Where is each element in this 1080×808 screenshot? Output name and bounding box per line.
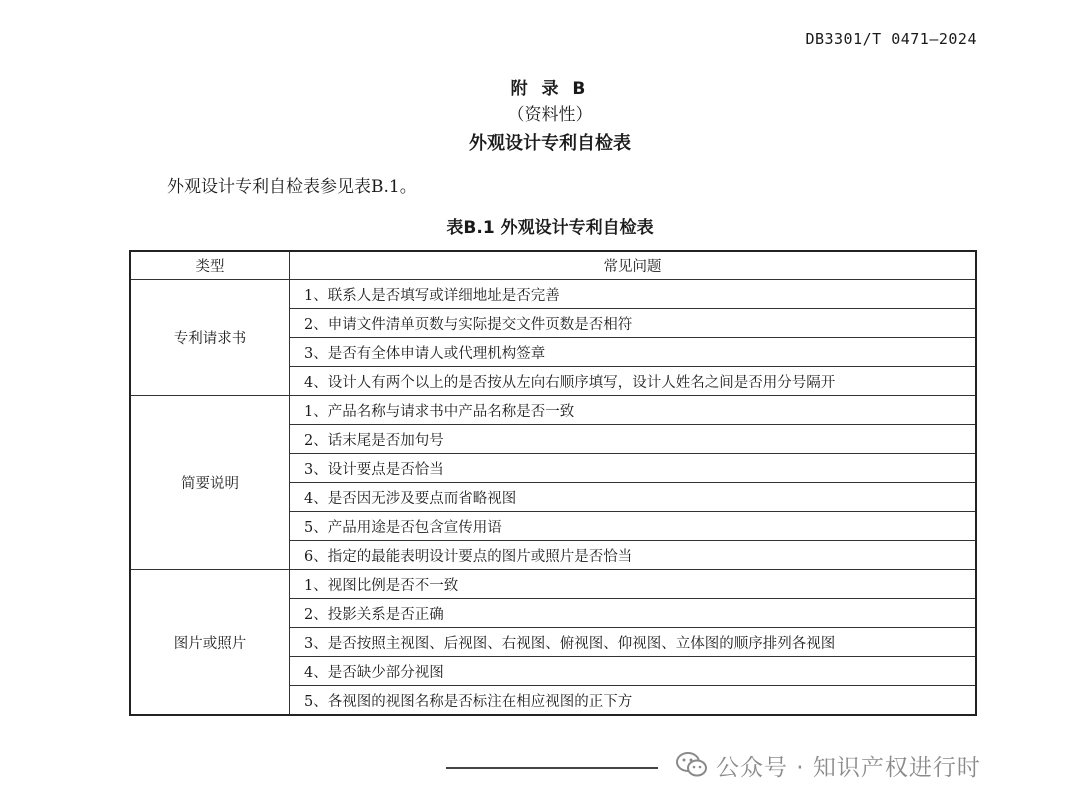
wechat-icon [676,751,708,779]
issue-cell: 2、话末尾是否加句号 [290,425,977,454]
issue-cell: 3、是否有全体申请人或代理机构签章 [290,338,977,367]
issue-cell: 2、投影关系是否正确 [290,599,977,628]
document-number: DB3301/T 0471—2024 [805,30,977,48]
issue-cell: 5、产品用途是否包含宣传用语 [290,512,977,541]
category-cell: 图片或照片 [130,570,290,716]
appendix-heading: 附 录 B [510,79,590,99]
issue-cell: 4、是否因无涉及要点而省略视图 [290,483,977,512]
issue-cell: 5、各视图的视图名称是否标注在相应视图的正下方 [290,686,977,716]
table-row [130,396,976,425]
issue-cell: 1、联系人是否填写或详细地址是否完善 [290,280,977,309]
issue-cell: 3、设计要点是否恰当 [290,454,977,483]
header-issues: 常见问题 [290,251,977,280]
issue-cell: 1、产品名称与请求书中产品名称是否一致 [290,396,977,425]
watermark [676,748,981,782]
issue-cell: 3、是否按照主视图、后视图、右视图、俯视图、仰视图、立体图的顺序排列各视图 [290,628,977,657]
self-check-table [129,250,977,716]
header-type: 类型 [130,251,290,280]
table-row [130,280,976,309]
category-cell: 专利请求书 [130,280,290,396]
category-cell: 简要说明 [130,396,290,570]
intro-paragraph: 外观设计专利自检表参见表B.1。 [167,177,417,197]
issue-cell: 1、视图比例是否不一致 [290,570,977,599]
table-row [130,570,976,599]
appendix-nature: （资料性） [507,105,593,125]
issue-cell: 4、是否缺少部分视图 [290,657,977,686]
issue-cell: 2、申请文件清单页数与实际提交文件页数是否相符 [290,309,977,338]
appendix-title: 外观设计专利自检表 [469,133,631,154]
table-header-row [130,251,976,280]
watermark-text: 公众号 · 知识产权进行时 [716,754,981,781]
issue-cell: 4、设计人有两个以上的是否按从左向右顺序填写，设计人姓名之间是否用分号隔开 [290,367,977,396]
table-caption: 表B.1 外观设计专利自检表 [446,218,654,238]
watermark-divider [446,767,658,769]
issue-cell: 6、指定的最能表明设计要点的图片或照片是否恰当 [290,541,977,570]
